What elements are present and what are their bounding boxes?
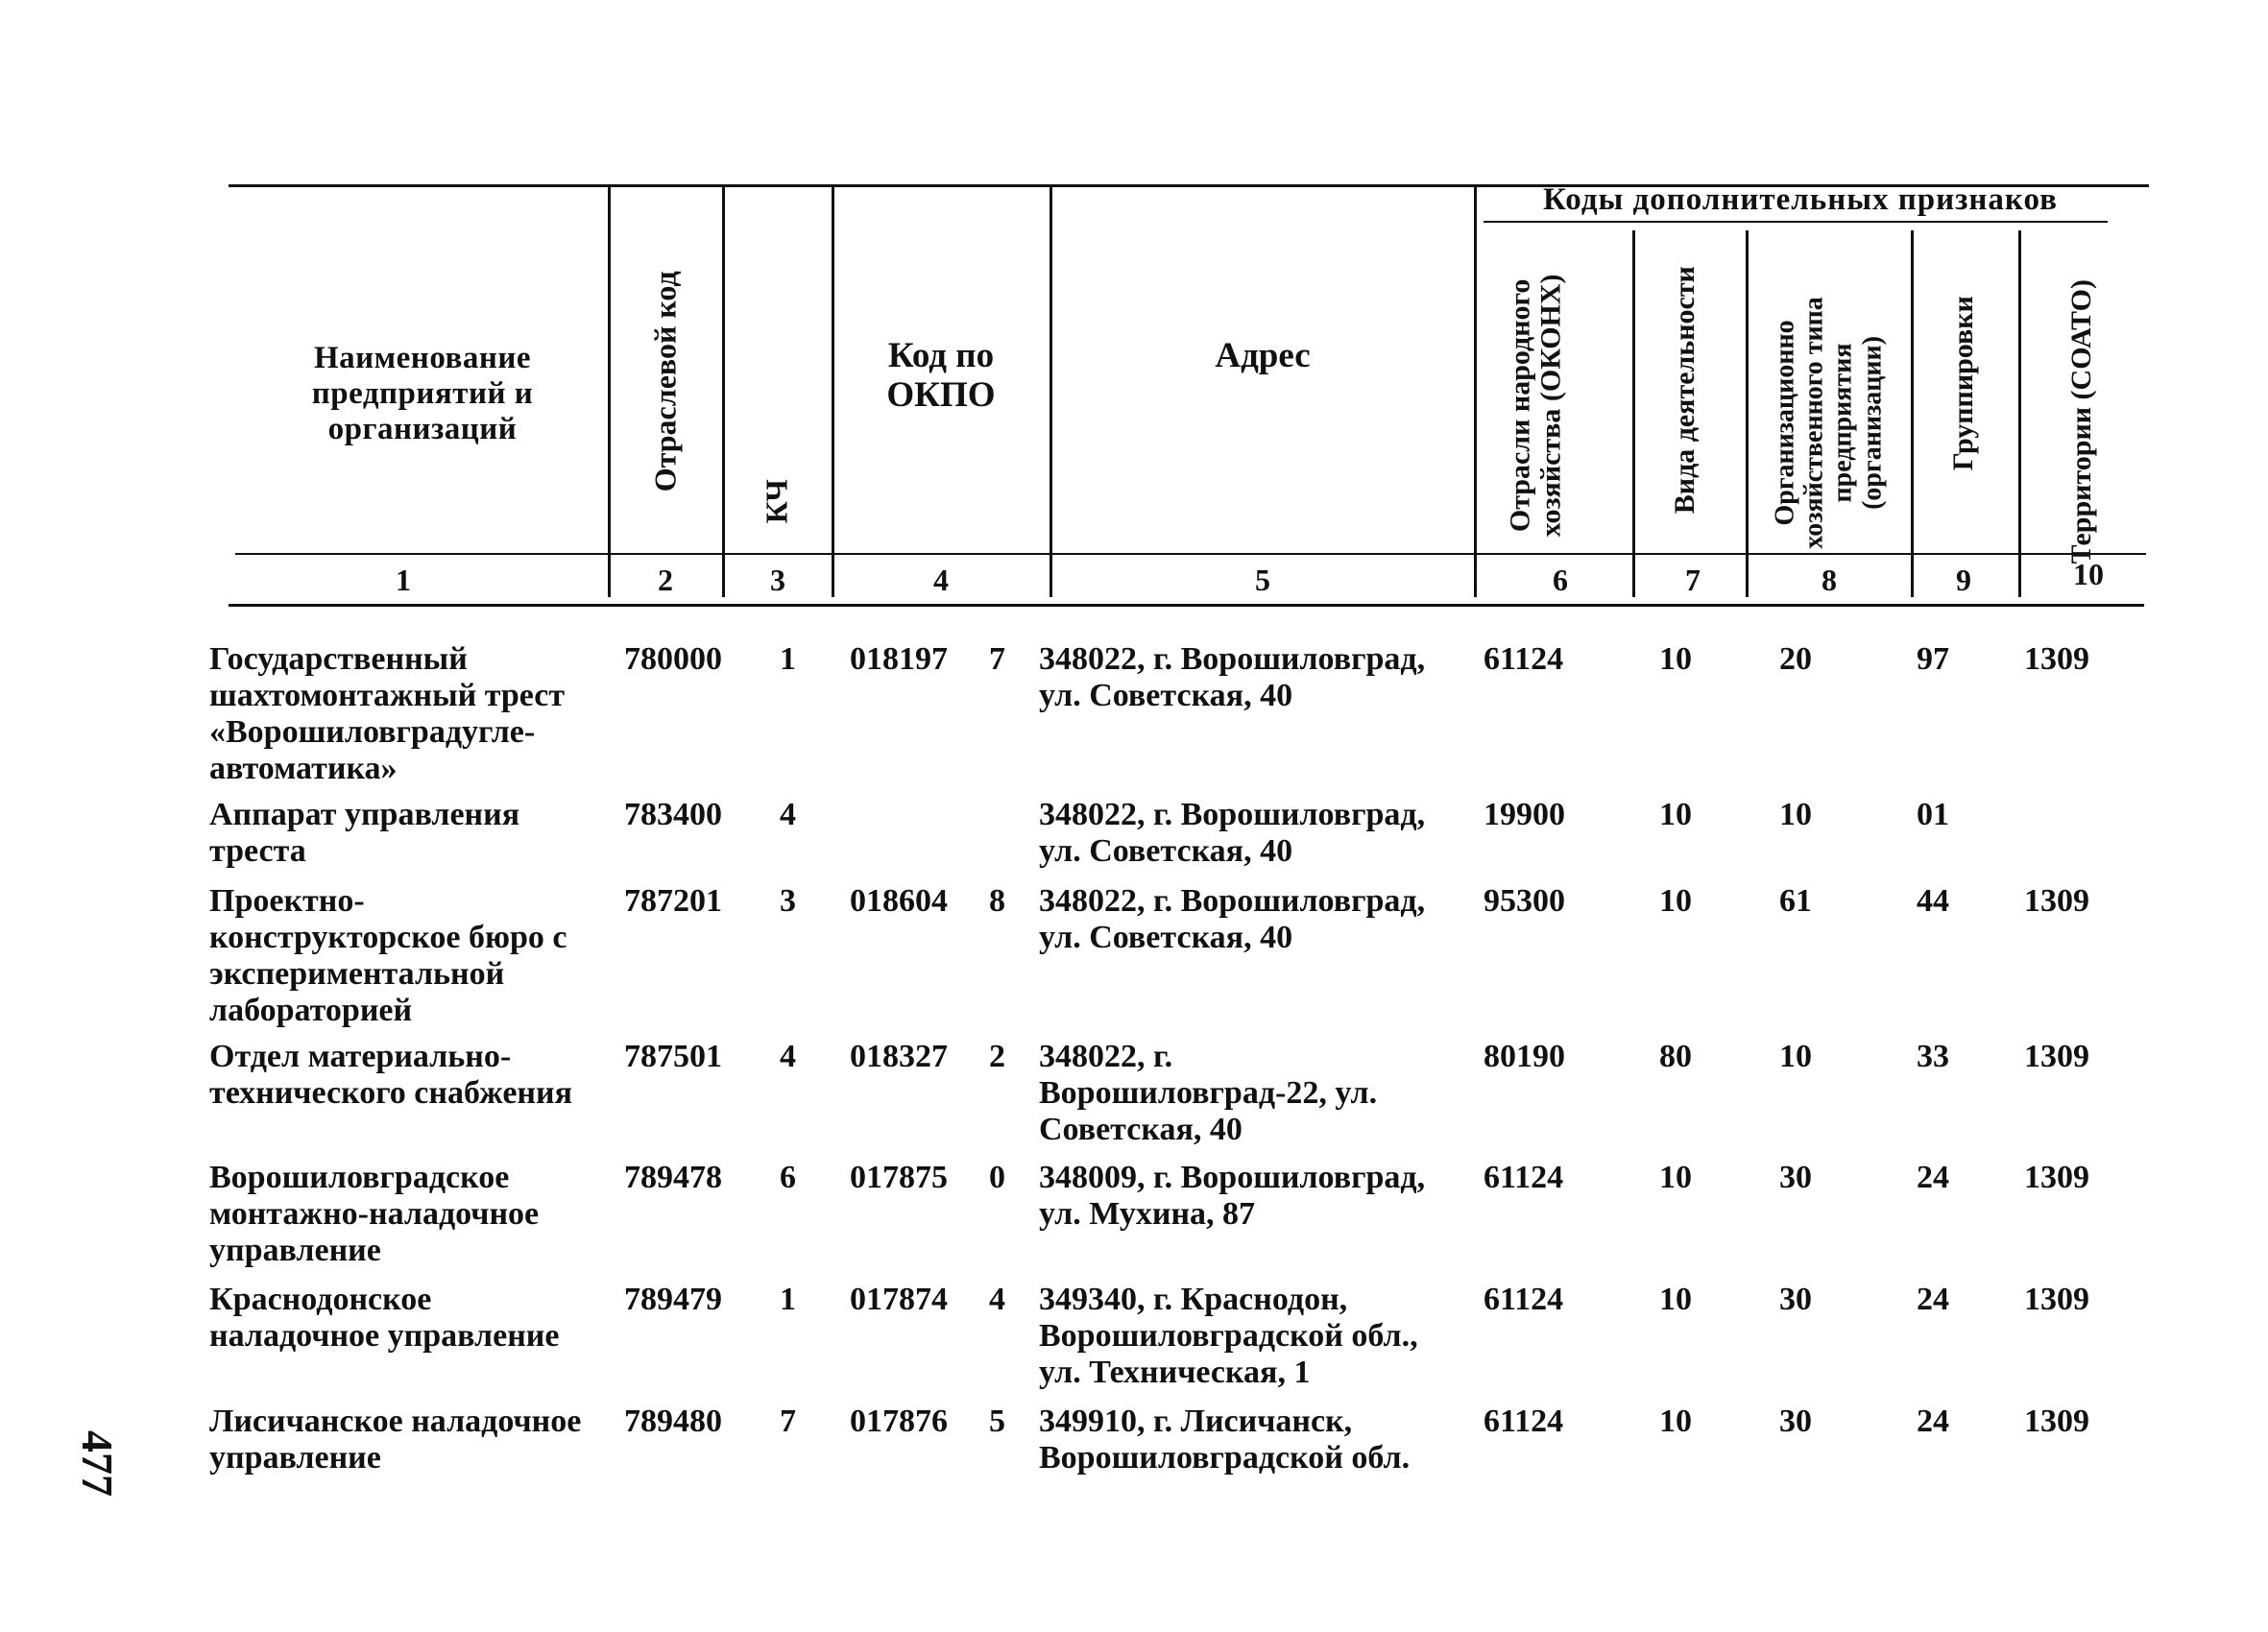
col-num-7: 7 — [1685, 563, 1701, 597]
okpo-code: 017876 — [850, 1404, 948, 1439]
org-name: Краснодонское наладочное управление — [209, 1282, 560, 1354]
org-name: Ворошиловградское монтажно-наладочное управление — [209, 1160, 540, 1268]
column-divider — [608, 187, 611, 597]
org-name: Лисичанское наладочное управление — [209, 1404, 582, 1476]
okpo-code: 018327 — [850, 1039, 948, 1074]
org-name: Отдел материально-технического снабжения — [209, 1039, 573, 1111]
org-type-code: 30 — [1779, 1282, 1812, 1317]
column-divider — [1911, 230, 1914, 597]
branch-code: 789480 — [624, 1404, 722, 1439]
col-num-9: 9 — [1956, 563, 1971, 597]
col-num-5: 5 — [1255, 563, 1270, 597]
branch-code: 789478 — [624, 1160, 722, 1195]
kch-value: 4 — [780, 797, 796, 832]
activity-code: 10 — [1659, 797, 1692, 832]
address: 348022, г. Ворошиловград, ул. Советская, 40 — [1039, 797, 1426, 869]
header-address: Адрес — [1215, 336, 1311, 375]
address: 348022, г. Ворошиловград, ул. Советская, 40 — [1039, 641, 1426, 713]
col-num-8: 8 — [1822, 563, 1837, 597]
address: 349340, г. Краснодон, Ворошиловградской обл., ул. Техническая, 1 — [1039, 1282, 1418, 1390]
address: 348022, г. Ворошиловград-22, ул. Советская, 40 — [1039, 1039, 1378, 1147]
okonh-code: 61124 — [1484, 641, 1564, 677]
activity-code: 10 — [1659, 1160, 1692, 1195]
col-num-3: 3 — [770, 563, 785, 597]
soato-code: 1309 — [2024, 1404, 2089, 1439]
activity-code: 10 — [1659, 1282, 1692, 1317]
okonh-code: 61124 — [1484, 1160, 1564, 1195]
col-num-2: 2 — [658, 563, 673, 597]
kch-value: 6 — [780, 1160, 796, 1195]
column-divider — [1050, 187, 1052, 597]
org-type-code: 61 — [1779, 883, 1812, 919]
branch-code: 787201 — [624, 883, 722, 919]
address: 348022, г. Ворошиловград, ул. Советская, 40 — [1039, 883, 1426, 955]
activity-code: 10 — [1659, 883, 1692, 919]
col-num-1: 1 — [396, 563, 411, 597]
group-code: 24 — [1917, 1404, 1949, 1439]
branch-code: 789479 — [624, 1282, 722, 1317]
okonh-code: 95300 — [1484, 883, 1565, 919]
group-code: 44 — [1917, 883, 1949, 919]
header-okonh: Отрасли народного хозяйства (ОКОНХ) — [1504, 274, 1567, 538]
col-num-4: 4 — [933, 563, 949, 597]
okpo-code: 018604 — [850, 883, 948, 919]
extra-codes-rule — [1484, 221, 2108, 223]
soato-code: 1309 — [2024, 1160, 2089, 1195]
header-extra-codes: Коды дополнительных признаков — [1543, 182, 2058, 217]
activity-code: 10 — [1659, 641, 1692, 677]
soato-code: 1309 — [2024, 1039, 2089, 1074]
column-divider — [722, 187, 725, 597]
org-type-code: 20 — [1779, 641, 1812, 677]
group-code: 24 — [1917, 1282, 1949, 1317]
header-activity: Вида деятельности — [1668, 266, 1701, 515]
header-branch-code: Отраслевой код — [647, 271, 683, 492]
okpo-check-digit: 5 — [989, 1404, 1005, 1439]
activity-code: 80 — [1659, 1039, 1692, 1074]
header-name: Наименование предприятий и организаций — [311, 341, 534, 446]
col-num-10: 10 — [2073, 557, 2104, 591]
soato-code: 1309 — [2024, 1282, 2089, 1317]
kch-value: 1 — [780, 641, 796, 677]
org-type-code: 30 — [1779, 1404, 1812, 1439]
address: 349910, г. Лисичанск, Ворошиловградской обл. — [1039, 1404, 1411, 1476]
okpo-check-digit: 0 — [989, 1160, 1005, 1195]
branch-code: 787501 — [624, 1039, 722, 1074]
org-name: Государственный шахтомонтажный трест «Ворошиловградугле-автоматика» — [209, 641, 566, 786]
header-groupings: Группировки — [1946, 296, 1979, 471]
okonh-code: 80190 — [1484, 1039, 1565, 1074]
column-divider — [2018, 230, 2021, 597]
org-name: Проектно-конструкторское бюро с экспериментальной лабораторией — [209, 883, 567, 1028]
activity-code: 10 — [1659, 1404, 1692, 1439]
okonh-code: 61124 — [1484, 1282, 1564, 1317]
group-code: 97 — [1917, 641, 1949, 677]
kch-value: 4 — [780, 1039, 796, 1074]
header-org-type: Организационно хозяйственного типа предприятия (организации) — [1770, 297, 1888, 549]
soato-code: 1309 — [2024, 641, 2089, 677]
org-type-code: 10 — [1779, 797, 1812, 832]
org-type-code: 30 — [1779, 1160, 1812, 1195]
okpo-check-digit: 7 — [989, 641, 1005, 677]
address: 348009, г. Ворошиловград, ул. Мухина, 87 — [1039, 1160, 1426, 1232]
okpo-code: 017874 — [850, 1282, 948, 1317]
group-code: 01 — [1917, 797, 1949, 832]
okpo-check-digit: 4 — [989, 1282, 1005, 1317]
column-divider — [1632, 230, 1635, 597]
group-code: 24 — [1917, 1160, 1949, 1195]
okonh-code: 61124 — [1484, 1404, 1564, 1439]
col-num-6: 6 — [1553, 563, 1568, 597]
okonh-code: 19900 — [1484, 797, 1565, 832]
okpo-code: 017875 — [850, 1160, 948, 1195]
header-okpo: Код по ОКПО — [886, 336, 996, 416]
okpo-code: 018197 — [850, 641, 948, 677]
page-number: 477 — [73, 1430, 122, 1497]
org-type-code: 10 — [1779, 1039, 1812, 1074]
soato-code: 1309 — [2024, 883, 2089, 919]
column-divider — [1746, 230, 1749, 597]
kch-value: 3 — [780, 883, 796, 919]
branch-code: 780000 — [624, 641, 722, 677]
okpo-check-digit: 2 — [989, 1039, 1005, 1074]
group-code: 33 — [1917, 1039, 1949, 1074]
branch-code: 783400 — [624, 797, 722, 832]
column-divider — [1474, 187, 1477, 597]
column-divider — [832, 187, 834, 597]
header-kch: КЧ — [759, 479, 794, 524]
kch-value: 1 — [780, 1282, 796, 1317]
okpo-check-digit: 8 — [989, 883, 1005, 919]
header-soato: Территории (СОАТО) — [2064, 278, 2097, 564]
kch-value: 7 — [780, 1404, 796, 1439]
column-numbers-rule — [229, 604, 2144, 607]
org-name: Аппарат управления треста — [209, 797, 520, 869]
